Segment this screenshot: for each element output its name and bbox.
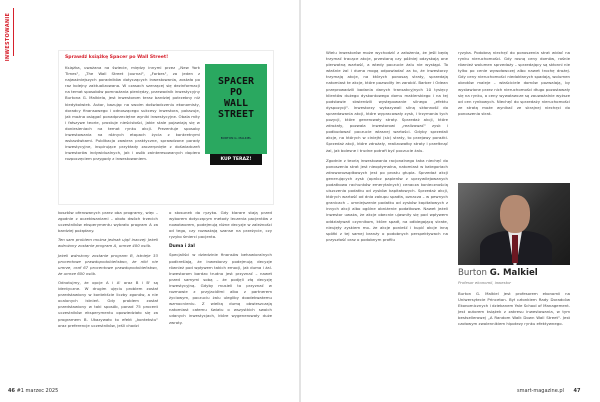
paragraph: Wielu inwestorów może wychodzić z założenia, że jeśli będą trzymać tracące akcje, przestaną czy później odzyskają one pierwotną wartość, a wtedy poczucie żalu nie wystąpi. To właśnie żal i duma mogą odpowiadać za to, że inwestorzy trzymają akcje, na których ponoszą straty, sprzedają natomiast te akcje, które pozwoliły im zarobić. Barber i Odean przeprowadzili badania danych transakcyjnych 10 tysięcy klientów dużego dyskontowego domu maklerskiego i na tej podstawie stwierdzili występowanie silnego „efektu dyspozycji". Inwestorzy wykazywali silną skłonność do sprzedawania akcji, które wypracowały zysk, i trzymania tych pozycji, które generowały straty. Sprzedaż akcji, które zdrożały, pozwala inwestorowi „realizować" zysk i podbudować poczucie własnej wartości. Gdyby sprzedali akcje, na których w ciniejhi (sic) straty, to przejawy porażki. Sprzedaż akcji, które zdrożały, realizowałby straty i przełknąć żal, jak bolesne i trudne potrafi być poczucie żalu.: [326, 50, 448, 153]
paragraph: o stosunek do ryzyka. Gdy klarare stają przed wyborem dotyczącym metody leczenia pacjentów z nowotworem, podejmują różne decyzje w zależności od tego, czy rozważają szanse na przeżycie, czy ryzyko śmierci pacjenta.: [169, 210, 272, 240]
page-number: 47: [573, 388, 581, 394]
issue-label: #1 marzec 2025: [16, 388, 59, 394]
right-column-1: [326, 50, 448, 243]
book-promo-title: Sprawdź książkę Spacer po Wall Street!: [65, 55, 169, 60]
author-first-name: Burton: [458, 268, 487, 278]
left-column-2: [169, 210, 272, 326]
author-last-name: G. Malkiel: [489, 268, 538, 278]
left-page: [0, 0, 299, 402]
left-column-1: [58, 210, 158, 329]
author-bio: Burton G. Malkiel jest profesorem ekonomii na Uniwersytecie Princeton. Był członkiem Rady Doradców Ekonomicznych i dziekanem Yale School of Management. Jest autorem książek z zakresu inwestowania, w tym bestsellerowej „A Random Walk Down Wall Street". Jest czołowym zwolennikiem hipotezy rynku efektywnego.: [458, 291, 570, 327]
book-promo-text: Książka, uważana na świecie, między innymi przez „New York Times", „The Wall Street Journal", „Forbes", za jeden z najważniejszych poradników dotyczących inwestowania, została po raz kolejny zaktualizowana. W czasach szerzącej się dezinformacji na temat sposobów pomnażania pieniędzy, przewodnik inwestycyjny Burtona G. Malkiela, jest inwestorom teraz bardziej potrzebny niż kiedykolwiek. Autor, bazując na swoim doświadczeniu ekonomisty, doradcy finansowego i odnoszącego sukcesy inwestora, pokazuje, jak można osiągać ponadprzeciętne wyniki inwestycyjne. Obala mity i fałszywe teorie, prostuje nieścisłości, jakie stale pojawiają się w doniesieniach na temat rynku akcji. Prezentuje sposoby inwestowania na różnych etapach życia z konkretnymi wskazówkami. Publikacja zawiera praktyczne, sprawdzone porady inwestycyjne, inspirujące przykłady zaczerpnięte z doświadczeń inwestorów indywidualnych, jak i osób zainteresowanych dopiero rozpoczęciem przygody z inwestowaniem.: [65, 65, 200, 162]
author-photo-tie: [512, 235, 518, 263]
section-tab: [5, 8, 11, 68]
section-heading: Duma i żal: [169, 244, 195, 250]
page-number: 46: [8, 388, 15, 394]
paragraph: Ten sam problem można jednak ująć inaczej: Jeżeli wdrożony zostanie program A, umrze 400 osób.: [58, 237, 158, 249]
book-cover[interactable]: [205, 64, 267, 154]
footer-right: [517, 388, 581, 394]
buy-now-button[interactable]: KUP TERAZ!: [210, 154, 262, 165]
paragraph: ryzyka. Podobną niechęć do ponoszenia strat widać na rynku nieruchomości. Gdy rosną ceny domów, rośnie również wolumen sprzedaży – sprzedający są skłonni nie tylko po cenie wywoławczej albo nawet trochę drożej. Gdy ceny nieruchomości niedokłanych spadają, wolumen obrotów maleje – właściciele domów pozwalają, by wystawione przez nich nieruchomości długo pozostawały się na rynku, a ceny wywoławcze są zauważalnie wyższe od cen rynkowych. Niechęć do sprzedaży nieruchomości ze stratą może wynikać ze skrajnej niechęci do ponoszenia strat.: [458, 50, 570, 116]
paragraph: Jeżeli wdrożony zostanie program B, istnieje 33 procentowe prawdopodobieństwo, że nikt nie umrze, oraf 67 procentowe prawdopodobieństwo, że umrze 600 osób.: [58, 252, 158, 276]
paragraph: Zgodnie z teorią inwestowania racjonalnego taka niechęć do ponoszenia strat jest nieoptymalna, natomiast w kategoriach zdroworozsądkowych jest po prostu głupia. Sprzedaż akcji generujących zysk (oprócz papierów z uprzywilejowanych podatkowo rachunków emerytalnych) cenacza koniecznością uiszczenia podatku od zysków kapitałowych. Sprzedaż akcji, których wartość od dnia zakupu spadła, oznacza – w pewnych granicach – umniejszenie podatku od zysków kapitałowych z innych akcji albo ogólne obniżenie podatkowe. Nawet jeżeli inwestor uważa, że akcje obecnie ujawniły się pod wpływem oddziaływań czynnikom, które spadł, na odbiegającą strate, nieujęty zyskiem mo- że akcje ponieść i kupić akcje inną spółki z tej samej branży o podobnych perspektywach na przyszłość oraz o podobnym profilu: [326, 157, 448, 242]
right-column-2: [458, 50, 570, 117]
paragraph: Odnotujmy, że opcje A i A' oraz B i B' są identyczne. W drugim ujęciu problem został przedstawiony w kontekście liczby zgonów, a nie ocalonych istnień. Gdy problem został przedstawiony w taki sposób, ponad 75 procent uczestników eksperymentu opowiedziało się za programem B. Ukazywało to efekt „kontekstu" oraz preferencje uczestników, jeśli chodzi: [58, 279, 158, 328]
book-promo-box: [58, 50, 274, 205]
section-rule: [13, 8, 14, 56]
right-page: [301, 0, 600, 402]
book-cover-title: SPACER PO WALL STREET: [217, 76, 255, 120]
footer-left: [8, 388, 58, 394]
paragraph: kosztów oferowanych przez oba programy, więc – zgodnie z oczekiwaniami – około dwóch trzecich uczestników eksperymentu wybrało program A za bardziej pożądany.: [58, 210, 158, 234]
author-name: [458, 268, 538, 278]
author-photo: [458, 183, 570, 265]
paragraph: Specjaliści w dziedzinie finansów behawioralnych podkreślają, że inwestorzy podejmują decyzje również pod wpływem takich emocji, jak duma i żal. Inwestorom bardzo trudno jest przyznać – nawet przed samymi sobą – że podjęli złą decyzję inwestycyjną. Gdyby musieli to przyznać w rozmowie z przyjaciółmi albo z partnerem życiowym, poczuciu żalu ulegliby doadekwatemu wzmocnieniu. Z wielką dumą obwieszczają natomiast całemu światu o wszystkich swoich udanych inwestycjach, które wygenerowały duże zwroty.: [169, 252, 272, 325]
book-cover-author: BURTON G. MALKIEL: [220, 136, 252, 140]
section-tab-label: INWESTOWANIE: [5, 12, 11, 62]
author-role: Profesor ekonomii, inwestor: [458, 280, 511, 285]
author-photo-head: [500, 195, 530, 233]
site-url[interactable]: smart-magazine.pl: [517, 388, 564, 394]
